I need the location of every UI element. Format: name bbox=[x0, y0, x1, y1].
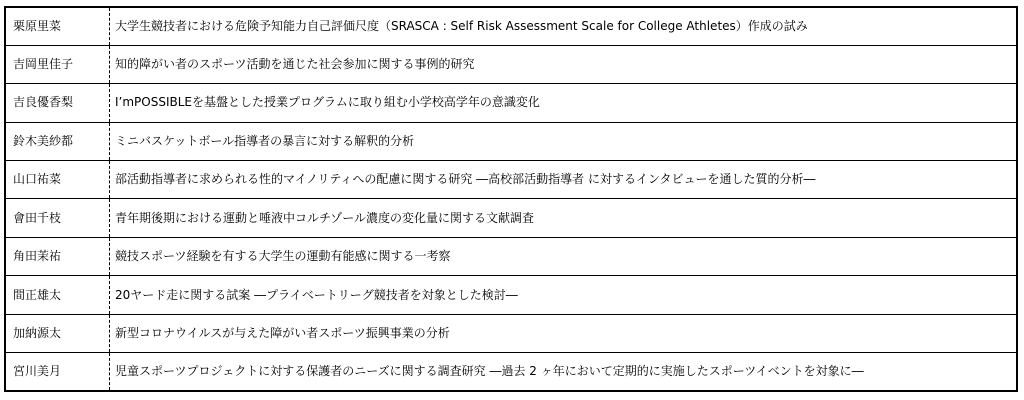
author-name: 吉岡里佳子 bbox=[6, 45, 110, 83]
table-row bbox=[6, 161, 1016, 199]
thesis-title: 知的障がい者のスポーツ活動を通じた社会参加に関する事例的研究 bbox=[110, 45, 1017, 83]
thesis-title: 部活動指導者に求められる性的マイノリティへの配慮に関する研究 ―高校部活動指導者 に対するインタビューを通した質的分析― bbox=[110, 161, 1017, 199]
thesis-title: 児童スポーツプロジェクトに対する保護者のニーズに関する調査研究 ―過去 2 ヶ年において定期的に実施したスポーツイベントを対象に― bbox=[110, 353, 1017, 390]
table-row bbox=[6, 45, 1016, 83]
table-row bbox=[6, 314, 1016, 352]
thesis-title: 大学生競技者における危険予知能力自己評価尺度（SRASCA : Self Risk Assessment Scale for College Athletes）作成の試み bbox=[115, 18, 808, 33]
author-name: 宮川美月 bbox=[6, 353, 110, 390]
thesis-table bbox=[4, 6, 1018, 392]
author-name: 吉良優香梨 bbox=[6, 84, 110, 122]
author-name: 會田千枝 bbox=[6, 199, 110, 237]
thesis-title: ミニバスケットボール指導者の暴言に対する解釈的分析 bbox=[110, 122, 1017, 160]
author-name: 鈴木美紗都 bbox=[6, 122, 110, 160]
table-row bbox=[6, 84, 1016, 122]
author-name: 間正雄太 bbox=[6, 276, 110, 314]
author-name: 加納源太 bbox=[6, 314, 110, 352]
thesis-list bbox=[6, 8, 1016, 390]
table-row bbox=[6, 237, 1016, 275]
table-row bbox=[6, 8, 1016, 45]
table-row bbox=[6, 199, 1016, 237]
author-name: 栗原里菜 bbox=[6, 8, 110, 45]
table-row bbox=[6, 276, 1016, 314]
thesis-title: I’mPOSSIBLEを基盤とした授業プログラムに取り組む小学校高学年の意識変化 bbox=[110, 84, 1017, 122]
table-row bbox=[6, 122, 1016, 160]
author-name: 角田茉祐 bbox=[6, 237, 110, 275]
thesis-title: 競技スポーツ経験を有する大学生の運動有能感に関する一考察 bbox=[110, 237, 1017, 275]
thesis-title: 新型コロナウイルスが与えた障がい者スポーツ振興事業の分析 bbox=[110, 314, 1017, 352]
table-row bbox=[6, 353, 1016, 390]
thesis-title: 20ヤード走に関する試案 ―プライベートリーグ競技者を対象とした検討― bbox=[110, 276, 1017, 314]
thesis-title: 青年期後期における運動と唾液中コルチゾール濃度の変化量に関する文献調査 bbox=[110, 199, 1017, 237]
author-name: 山口祐菜 bbox=[6, 161, 110, 199]
